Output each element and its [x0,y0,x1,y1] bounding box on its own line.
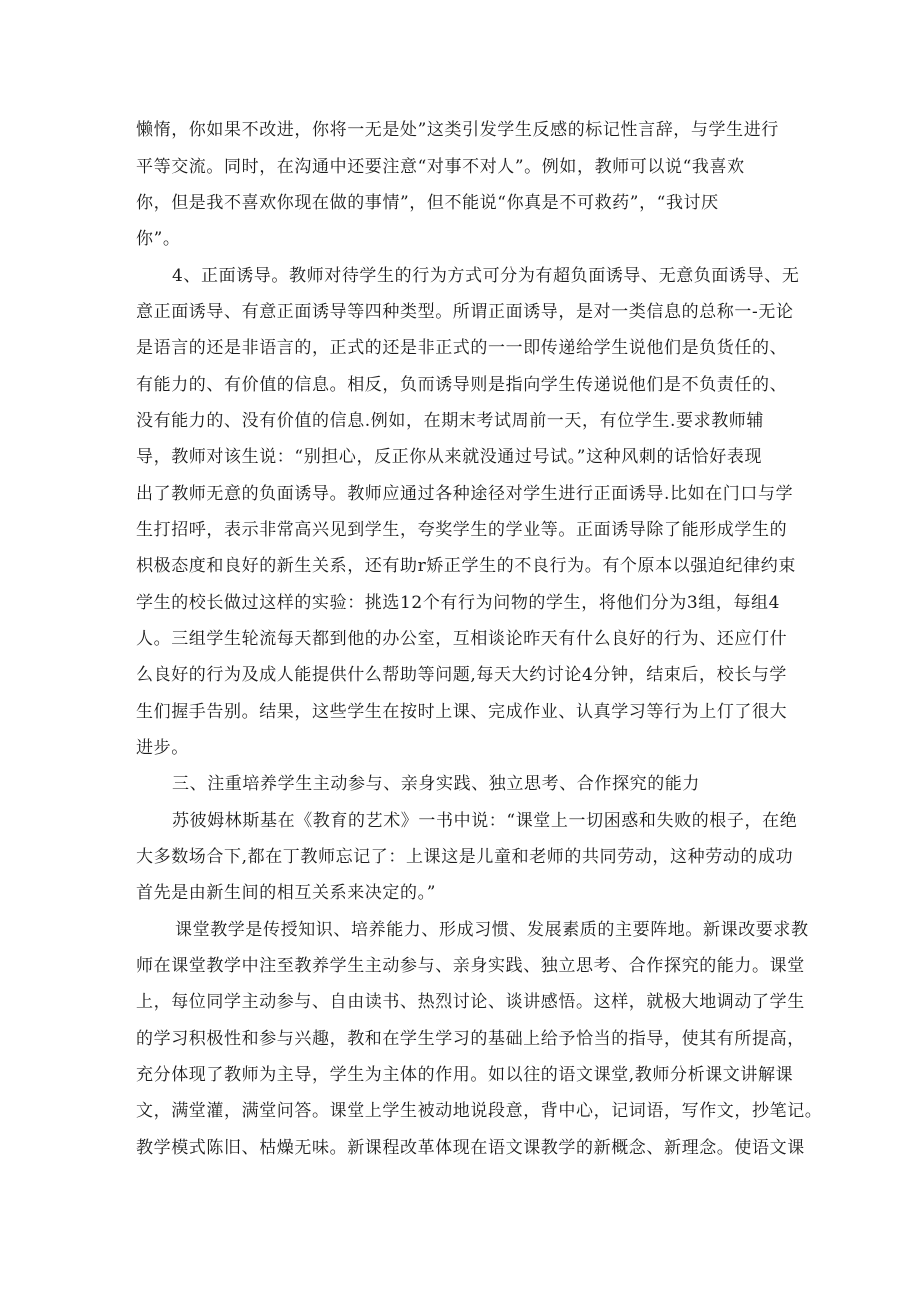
text-line: 你”。 [136,229,181,249]
text-line: 上，每位同学主动参与、自由读书、热烈讨论、谈讲感悟。这样，就极大地调动了学生 [136,992,805,1012]
text-line: 课堂教学是传授知识、培养能力、形成习惯、发展素质的主要阵地。新课改要求教 [175,920,809,940]
text-line: 4、正面诱导。教师对待学生的行为方式可分为有超负面诱导、无意负面诱导、无 [172,266,800,286]
text-line: 平等交流。同时，在沟通中还要注意“对事不对人”。例如，教师可以说“我喜欢 [136,157,745,177]
text-line: 懒惰，你如果不改进，你将一无是处”这类引发学生反感的标记性言辞，与学生进行 [136,120,779,140]
text-line: 生打招呼，表示非常高兴见到学生，夸奖学生的学业等。正面诱导除了能形成学生的 [136,520,788,540]
text-line: 充分体现了教师为主导，学生为主体的作用。如以往的语文课堂,教师分析课文讲解课 [136,1065,794,1085]
text-line: 没有能力的、没有价值的信息.例如，在期末考试周前一天，有位学生.要求教师辅 [136,411,765,431]
text-line: 首先是由新生间的相互关系来决定的。” [136,883,436,903]
text-line: 进步。 [136,738,189,758]
text-line: 大多数场合下,都在丁教师忘记了：上课这是儿童和老师的共同劳动，这种劳动的成功 [136,847,794,867]
text-line: 苏彼姆林斯基在《教育的艺术》一书中说：“课堂上一切困惑和失败的根子，在绝 [172,811,798,831]
text-line: 你，但是我不喜欢你现在做的事情”，但不能说“你真是不可救药”，“我讨厌 [136,193,719,213]
text-line: 是语言的还是非语言的，正式的还是非正式的一一即传递给学生说他们是负货任的、 [136,338,788,358]
section-heading: 三、注重培养学生主动参与、亲身实践、独立思考、合作探究的能力 [172,774,700,794]
text-line: 导，教师对该生说：“别担心，反正你从来就没通过号试。”这种风刺的话恰好表现 [136,447,763,467]
text-line: 意正面诱导、有意正面诱导等四种类型。所谓正面诱导，是对一类信息的总称一-无论 [136,302,794,322]
text-line: 师在课堂教学中注至教养学生主动参与、亲身实践、独立思考、合作探究的能力。课堂 [136,956,805,976]
text-line: 文，满堂灌，满堂问答。课堂上学生被动地说段意，背中心，记词语，写作文，抄笔记。 [136,1101,823,1121]
text-line: 有能力的、有价值的信息。相反，负而诱导则是指向学生传递说他们是不负责任的、 [136,375,788,395]
text-line: 学生的校长做过这样的实验：挑选12个有行为问物的学生，将他们分为3组，每组4 [136,593,781,613]
text-line: 生们握手告别。结果，这些学生在按时上课、完成作业、认真学习等行为上仃了很大 [136,702,788,722]
text-line: 教学模式陈旧、枯燥无味。新课程改革体现在语文课教学的新概念、新理念。使语文课 [136,1138,805,1158]
text-line: 枳极态度和良好的新生关系，还有助r矫正学生的不良行为。有个原本以强迫纪律约束 [136,556,796,576]
text-line: 的学习积极性和参与兴趣，教和在学生学习的基础上给予恰当的指导，使其有所提高， [136,1029,805,1049]
text-line: 么良好的行为及成人能提供什么帮助等问题,每天大约讨论4分钟，结束后，校长与学 [136,665,788,685]
text-line: 人。三组学生轮流每天都到他的办公室，互相谈论昨天有什么良好的行为、还应仃什 [136,629,788,649]
text-line: 出了教师无意的负面诱导。教师应通过各种途径对学生进行正面诱导.比如在门口与学 [136,484,794,504]
